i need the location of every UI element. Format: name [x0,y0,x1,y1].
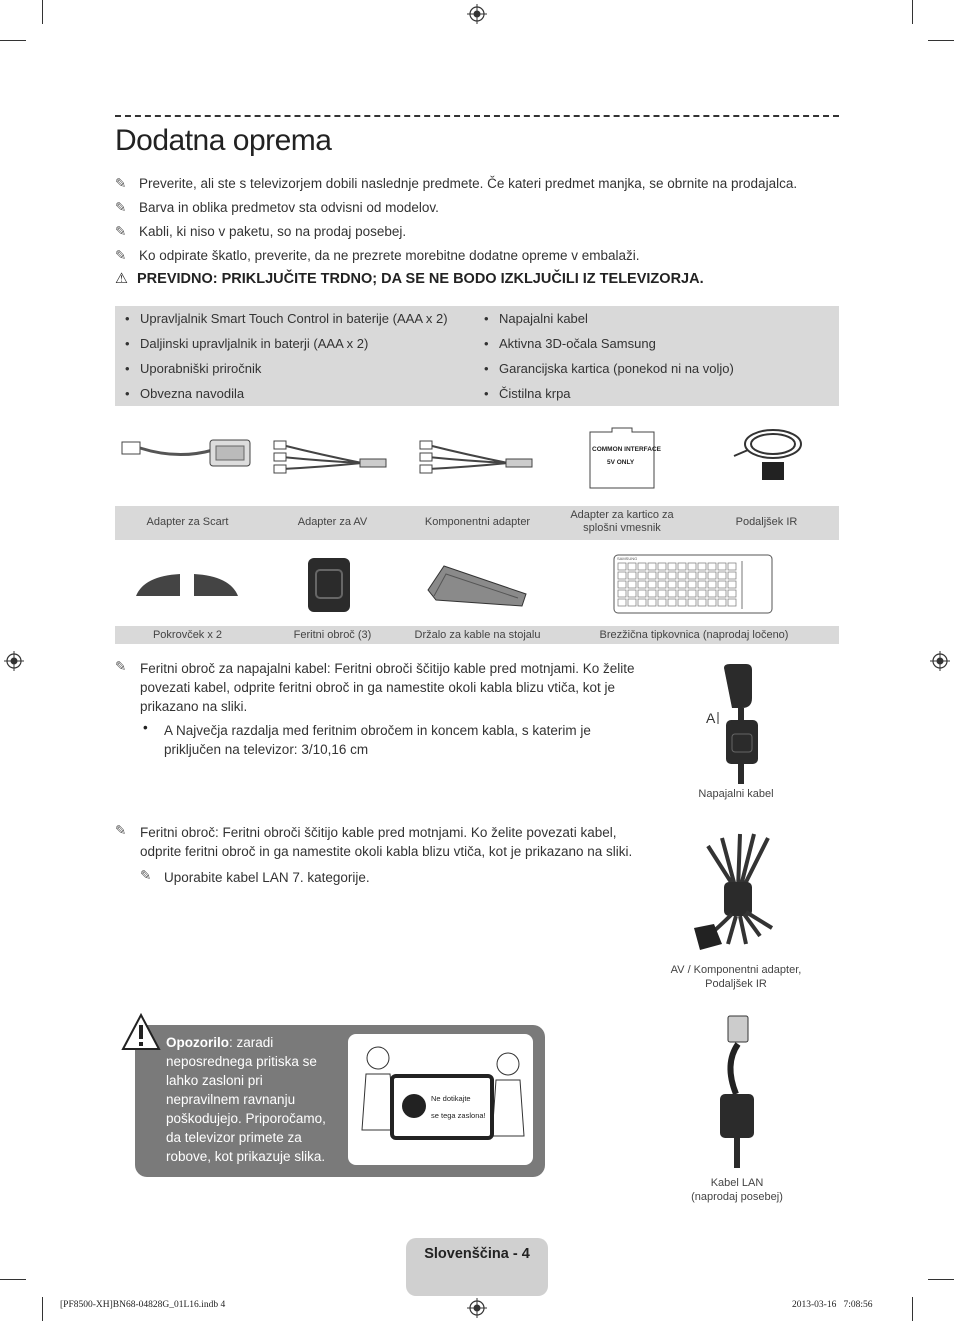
pencil-note-icon: ✎ [115,200,127,215]
list-item: • Čistilna krpa [499,386,571,401]
crop-mark [912,0,913,24]
note-line: ✎ Kabli, ki niso v paketu, so na prodaj posebej. [115,224,407,239]
item-label: Adapter za AV [297,516,368,528]
ferrite-general-text: odprite feritni obroč in ga namestite okoli kabla blizu vtiča, kot je prikazano na sliki. [140,844,633,859]
print-info: 2013-03-16 7:08:56 [792,1300,873,1310]
page-title: Dodatna oprema [115,124,332,157]
registration-mark-icon [4,651,24,671]
note-line: ✎ Preverite, ali ste s televizorjem dobili naslednje predmete. Če kateri predmet manjka, se obrnite na prodajalca. [115,176,798,191]
list-item: • Napajalni kabel [499,311,588,326]
image-caption: AV / Komponentni adapter, [670,964,802,976]
item-label: Držalo za kable na stojalu [414,629,541,641]
ci-card-text: 5V ONLY [607,459,635,466]
wireless-keyboard-image [612,553,774,615]
warning-triangle-icon: ⚠ [115,271,128,287]
image-caption: (naprodaj posebej) [691,1191,783,1203]
list-item: • Upravljalnik Smart Touch Control in baterije (AAA x 2) [140,311,448,326]
pencil-note-icon: ✎ [115,659,127,674]
list-item: • Obvezna navodila [140,386,244,401]
lan-cable-note: Uporabite kabel LAN 7. kategorije. [164,870,370,885]
component-adapter-image [418,435,538,480]
crop-mark [0,1279,26,1280]
note-line: ✎ Barva in oblika predmetov sta odvisni od modelov. [115,200,439,215]
av-adapter-image [272,435,392,480]
note-line: ✎ Ko odpirate škatlo, preverite, da ne prezrete morebitne dodatne opreme v embalaži. [115,248,640,263]
list-item: • Aktivna 3D-očala Samsung [499,336,656,351]
item-label: Brezžična tipkovnica (naprodaj ločeno) [599,629,789,641]
page-number: Slovenščina - 4 [424,1246,530,1262]
ci-card-text: COMMON INTERFACE [592,446,661,453]
crop-mark [42,1297,43,1321]
ferrite-distance-text: priključen na televizor: 3/10,16 cm [164,742,369,757]
registration-mark-icon [467,1298,487,1318]
item-label: Podaljšek IR [735,516,798,528]
item-label: Feritni obroč (3) [293,629,372,641]
caution-line: ⚠ PREVIDNO: PRIKLJUČITE TRDNO; DA SE NE BODO IZKLJUČILI IZ TELEVIZORJA. [115,271,704,287]
pencil-note-icon: ✎ [115,176,127,191]
bullet: • [143,720,148,735]
crop-mark [928,40,954,41]
keyboard-brand: SAMSUNG [617,556,638,561]
title-divider [115,115,839,117]
pencil-note-icon: ✎ [115,823,127,838]
image-caption: Podaljšek IR [705,978,767,990]
cover-caps-image [132,570,244,602]
item-label: Adapter za kartico za splošni vmesnik [570,509,674,534]
item-label: Komponentni adapter [424,516,531,528]
crop-mark [912,1297,913,1321]
power-cable-image [718,662,764,784]
warning-text: Opozorilo: zaradi neposrednega pritiska se lahko zasloni pri nepravilnem ravnanju poškodujejo. Priporočamo, da televizor primete za robove, kot prikazuje slika. [166,1035,326,1164]
pencil-note-icon: ✎ [140,868,152,883]
crop-mark [0,40,26,41]
warning-triangle-icon [121,1013,161,1051]
marker-a: A [706,710,716,726]
pencil-note-icon: ✎ [115,224,127,239]
image-caption: Napajalni kabel [698,788,774,800]
cable-holder-image [422,560,532,612]
ferrite-distance-text: A Največja razdalja med feritnim obročem in koncem kabla, s katerim je [164,723,591,738]
item-label: Adapter za Scart [146,516,229,528]
image-caption: Kabel LAN [710,1177,764,1189]
ferrite-power-text: prikazano na sliki. [140,699,248,714]
ir-extender-image [728,422,808,488]
crop-mark [42,0,43,24]
pencil-note-icon: ✎ [115,248,127,263]
sign-text: se tega zaslona! [431,1111,486,1120]
crop-mark [928,1279,954,1280]
ferrite-power-text: Feritni obroč za napajalni kabel: Feritni obroči ščitijo kable pred motnjami. Ko želite [140,661,635,676]
ferrite-core-image [306,556,352,614]
ferrite-general-text: Feritni obroč: Feritni obroči ščitijo kable pred motnjami. Ko želite povezati kabel, [140,825,617,840]
registration-mark-icon [467,4,487,24]
sign-text: Ne dotikajte [431,1094,471,1103]
scart-adapter-image [118,430,258,480]
list-item: • Daljinski upravljalnik in baterji (AAA x 2) [140,336,368,351]
list-item: • Garancijska kartica (ponekod ni na voljo) [499,361,734,376]
print-info: [PF8500-XH]BN68-04828G_01L16.indb 4 [60,1300,226,1310]
registration-mark-icon [930,651,950,671]
ferrite-power-text: povezati kabel, odprite feritni obroč in ga namestite okoli kabla blizu vtiča, kot je [140,680,616,695]
list-item: • Uporabniški priročnik [140,361,261,376]
av-component-cable-image [688,828,784,956]
lan-cable-image [716,1014,762,1168]
item-label: Pokrovček x 2 [152,629,223,641]
